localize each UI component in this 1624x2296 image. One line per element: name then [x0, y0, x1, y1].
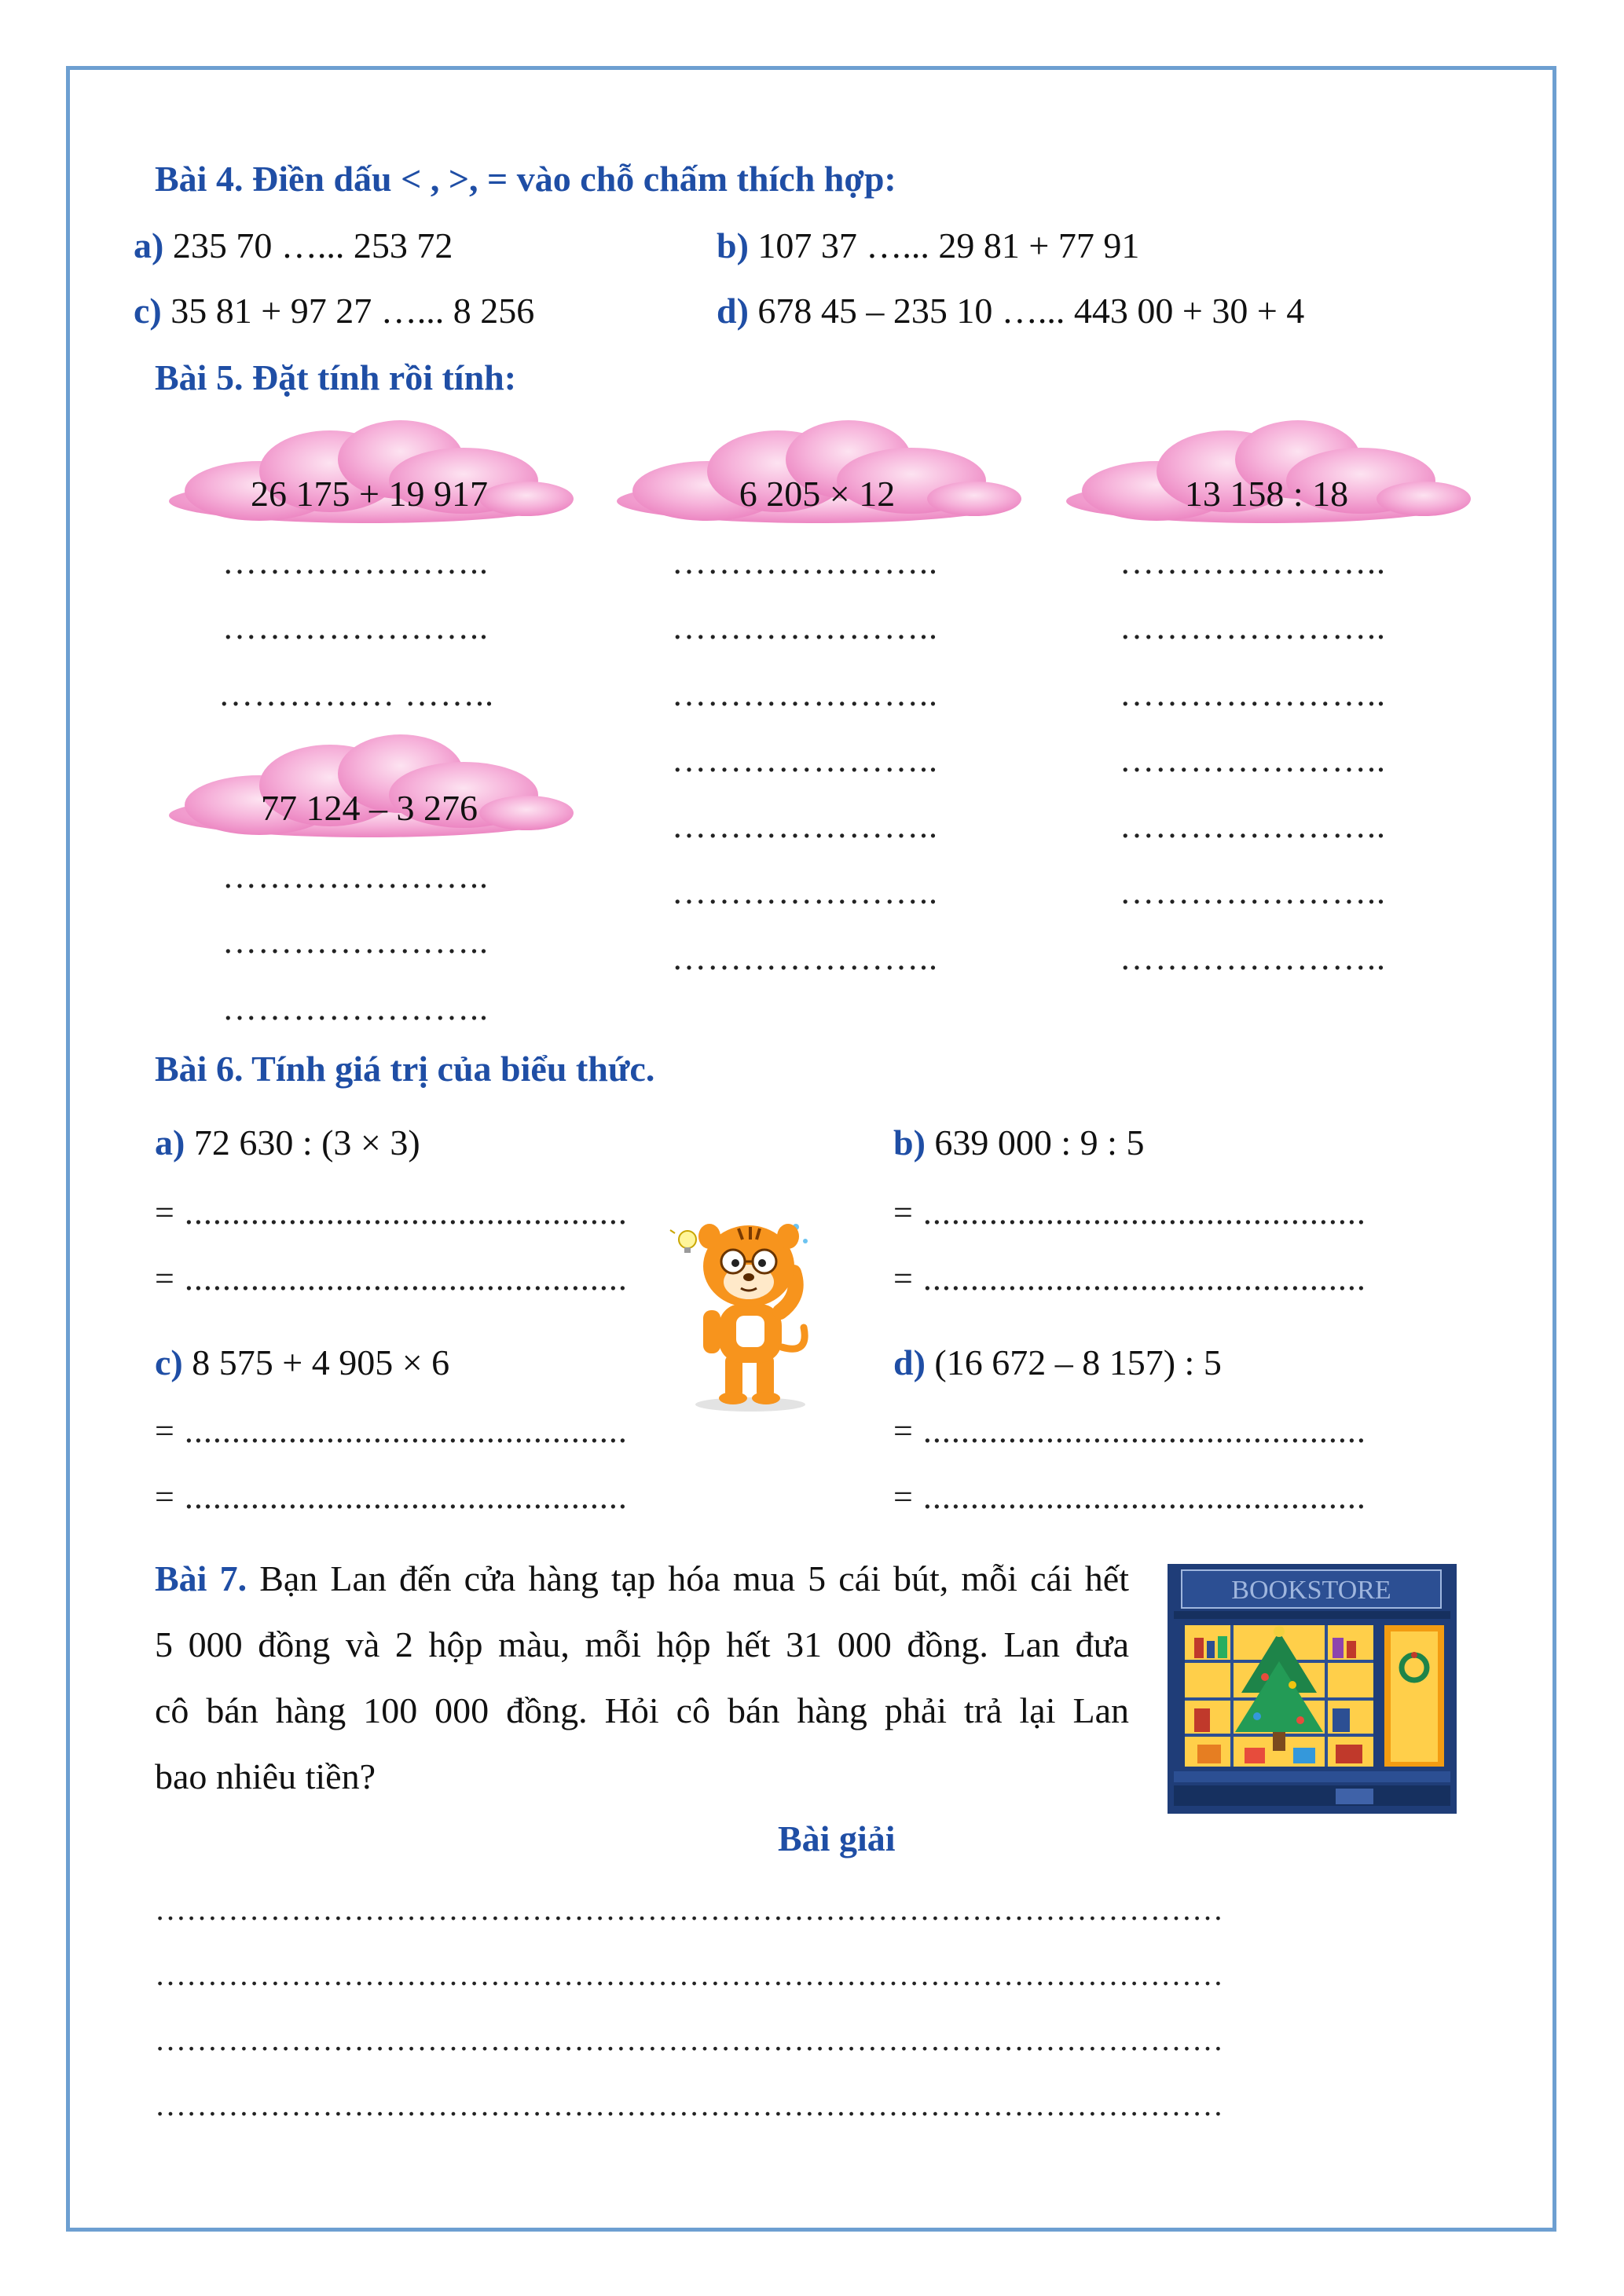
- bookstore-illustration: [1163, 1559, 1461, 1818]
- bai5-heading: Bài 5. Đặt tính rồi tính:: [155, 357, 517, 397]
- bookstore-sign-text: BOOKSTORE: [1231, 1576, 1391, 1605]
- cloud-problem-2: [613, 416, 1021, 534]
- work-line: …………………..: [1120, 741, 1386, 779]
- answer-line: = ...............................................: [893, 1193, 1366, 1232]
- cloud-problem-3: [1062, 416, 1471, 534]
- bai4-item-a: a) 235 70 …... 253 72: [134, 225, 453, 265]
- bai4-heading: Bài 4. Điền dấu < , >, = vào chỗ chấm thích hợp:: [155, 159, 896, 199]
- bai4-item-c: c) 35 81 + 97 27 …... 8 256: [134, 291, 535, 331]
- bai6-item-b: b) 639 000 : 9 : 5: [893, 1122, 1145, 1163]
- bai4-item-d: d) 678 45 – 235 10 …... 443 00 + 30 + 4: [717, 291, 1305, 331]
- bai6-item-d: d) (16 672 – 8 157) : 5: [893, 1342, 1222, 1382]
- solution-heading: Bài giải: [778, 1818, 896, 1858]
- answer-line: = ...............................................: [893, 1478, 1366, 1516]
- work-line: …………………..: [672, 807, 938, 845]
- work-line: …………………..: [1120, 675, 1386, 713]
- answer-line: = ...............................................: [155, 1412, 628, 1450]
- bai7-heading: Bài 7.: [155, 1558, 247, 1598]
- thinking-tiger-illustration: [664, 1210, 837, 1414]
- problem-1-label: 26 175 + 19 917: [251, 474, 488, 514]
- cloud-problem-4: [165, 731, 574, 848]
- problem-2-label: 6 205 × 12: [739, 474, 896, 514]
- answer-line: = ...............................................: [155, 1478, 628, 1516]
- work-line: …………………..: [672, 939, 938, 977]
- solution-line: …………………………………………………………………………………………: [155, 1957, 1223, 1992]
- bai7-problem-text: Bài 7. Bạn Lan đến cửa hàng tạp hóa mua 5 cái bút, mỗi cái hết 5 000 đồng và 2 hộp màu, mỗi hộp hết 31 000 đồng. Lan đưa cô bán hàng 100 000 đồng. Hỏi cô bán hàng phải trả lại Lan bao nhiêu tiền?: [155, 1558, 1129, 1796]
- work-line: …………………..: [222, 922, 489, 961]
- work-line: …………………..: [672, 873, 938, 911]
- answer-line: = ...............................................: [155, 1193, 628, 1232]
- work-line: …………… ……..: [218, 675, 494, 713]
- bai6-heading: Bài 6. Tính giá trị của biểu thức.: [155, 1049, 655, 1089]
- work-line: …………………..: [1120, 608, 1386, 646]
- answer-line: = ...............................................: [155, 1259, 628, 1298]
- problem-3-label: 13 158 : 18: [1184, 474, 1349, 514]
- work-line: …………………..: [1120, 543, 1386, 581]
- work-line: …………………..: [222, 608, 489, 646]
- solution-line: …………………………………………………………………………………………: [155, 2022, 1223, 2057]
- work-line: …………………..: [672, 543, 938, 581]
- work-line: …………………..: [1120, 873, 1386, 911]
- answer-line: = ...............................................: [893, 1412, 1366, 1450]
- work-line: …………………..: [672, 741, 938, 779]
- work-line: …………………..: [222, 857, 489, 895]
- work-line: …………………..: [1120, 807, 1386, 845]
- work-line: …………………..: [1120, 939, 1386, 977]
- solution-line: …………………………………………………………………………………………: [155, 2087, 1223, 2122]
- bai4-item-b: b) 107 37 …... 29 81 + 77 91: [717, 225, 1140, 265]
- work-line: …………………..: [672, 608, 938, 646]
- solution-line: …………………………………………………………………………………………: [155, 1891, 1223, 1927]
- answer-line: = ...............................................: [893, 1259, 1366, 1298]
- work-line: …………………..: [222, 989, 489, 1027]
- work-line: …………………..: [222, 543, 489, 581]
- bai6-item-a: a) 72 630 : (3 × 3): [155, 1122, 420, 1163]
- bai6-item-c: c) 8 575 + 4 905 × 6: [155, 1342, 450, 1382]
- problem-4-label: 77 124 – 3 276: [261, 788, 478, 828]
- work-line: …………………..: [672, 675, 938, 713]
- cloud-problem-1: [165, 416, 574, 534]
